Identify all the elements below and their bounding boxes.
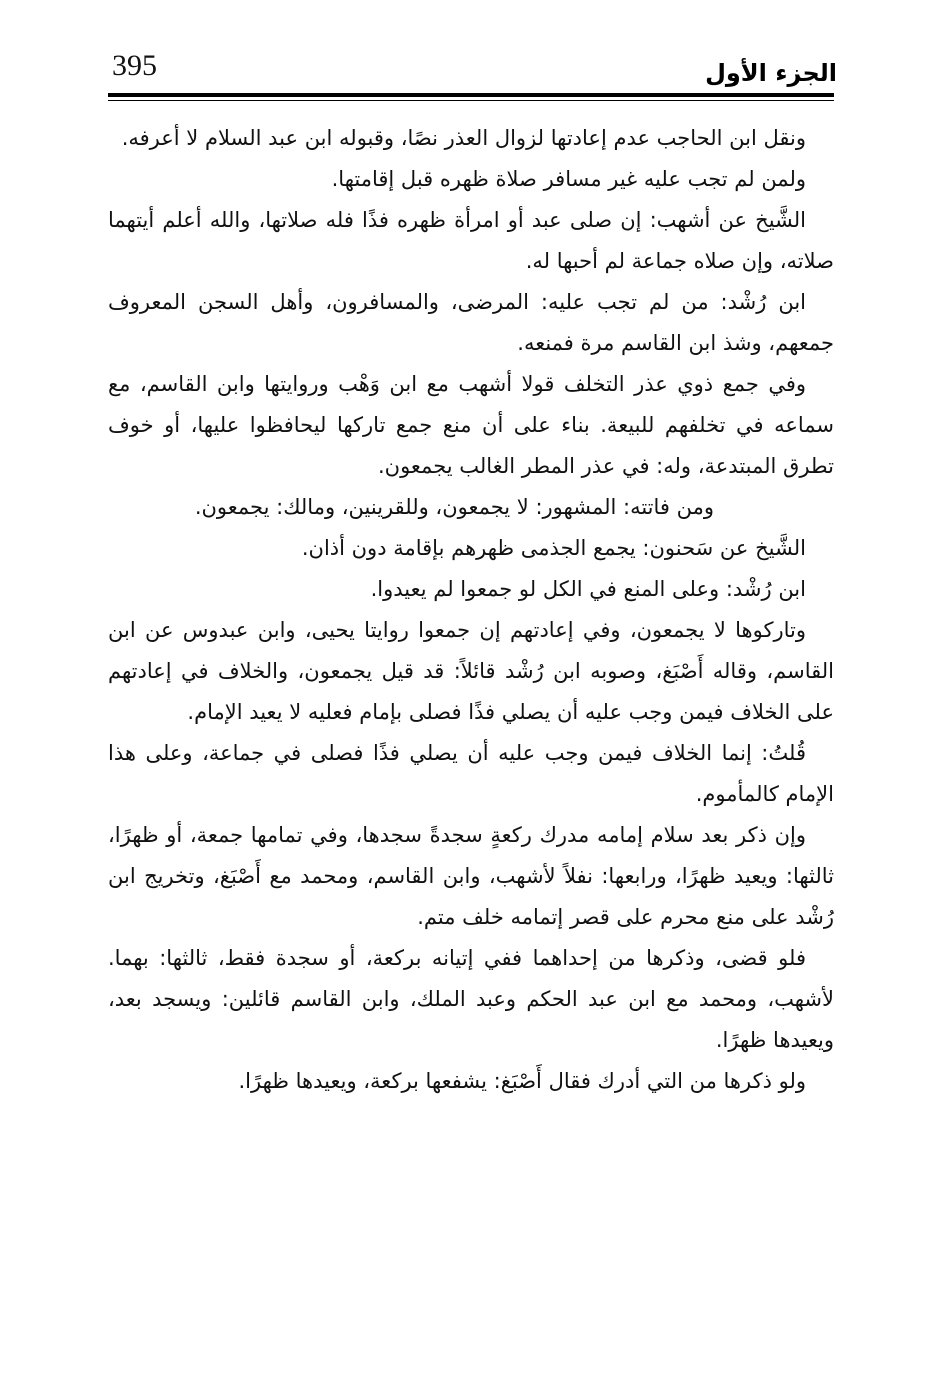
paragraph: قُلتُ: إنما الخلاف فيمن وجب عليه أن يصلي فذًا فصلى في جماعة، وعلى هذا الإمام كالمأموم. xyxy=(108,741,834,806)
paragraph: وتاركوها لا يجمعون، وفي إعادتهم إن جمعوا روايتا يحيى، وابن عبدوس عن ابن القاسم، وقاله أَصْبَغ، وصوبه ابن رُشْد قائلاً: قد قيل يجمعون، والخلاف في إعادتهم على الخلاف فيمن وجب عليه أن يصلي فذًا فصلى بإمام فعليه لا يعيد الإمام. xyxy=(108,618,834,724)
page-number: 395 xyxy=(112,49,157,82)
running-head: الجزء الأول xyxy=(705,59,837,87)
paragraph: ابن رُشْد: من لم تجب عليه: المرضى، والمسافرون، وأهل السجن المعروف جمعهم، وشذ ابن القاسم مرة فمنعه. xyxy=(108,290,834,355)
paragraph: الشَّيخ عن أشهب: إن صلى عبد أو امرأة ظهره فذًا فله صلاتها، والله أعلم أيتهما صلاته، وإن صلاه جماعة لم أحبها له. xyxy=(108,208,834,273)
paragraph: ومن فاتته: المشهور: لا يجمعون، وللقرينين، ومالك: يجمعون. xyxy=(194,495,714,519)
paragraph: وإن ذكر بعد سلام إمامه مدرك ركعةٍ سجدةً سجدها، وفي تمامها جمعة، أو ظهرًا، ثالثها: ويعيد ظهرًا، ورابعها: نفلاً لأشهب، وابن القاسم، ومحمد مع أَصْبَغ، وتخريج ابن رُشْد على منع محرم على قصر إتمامه خلف متم. xyxy=(108,823,834,929)
body-text xyxy=(108,118,834,1102)
header-rule-thin xyxy=(108,100,834,101)
paragraph: ابن رُشْد: وعلى المنع في الكل لو جمعوا لم يعيدوا. xyxy=(370,577,806,601)
paragraph: ولو ذكرها من التي أدرك فقال أَصْبَغ: يشفعها بركعة، ويعيدها ظهرًا. xyxy=(238,1069,806,1093)
paragraph: فلو قضى، وذكرها من إحداهما ففي إتيانه بركعة، أو سجدة فقط، ثالثها: بهما. لأشهب، ومحمد مع ابن عبد الحكم وعبد الملك، وابن القاسم قائلين: ويسجد بعد، ويعيدها ظهرًا. xyxy=(108,946,834,1052)
paragraph: وفي جمع ذوي عذر التخلف قولا أشهب مع ابن وَهْب وروايتها وابن القاسم، مع سماعه في تخلفهم للبيعة. بناء على أن منع جمع تاركها ليحافظوا عليها، أو خوف تطرق المبتدعة، وله: في عذر المطر الغالب يجمعون. xyxy=(108,372,834,478)
paragraph: ونقل ابن الحاجب عدم إعادتها لزوال العذر نصًا، وقبوله ابن عبد السلام لا أعرفه. xyxy=(121,126,806,150)
paragraph: الشَّيخ عن سَحنون: يجمع الجذمى ظهرهم بإقامة دون أذان. xyxy=(301,536,806,560)
header-rule-thick xyxy=(108,93,834,97)
paragraph: ولمن لم تجب عليه غير مسافر صلاة ظهره قبل إقامتها. xyxy=(331,167,806,191)
